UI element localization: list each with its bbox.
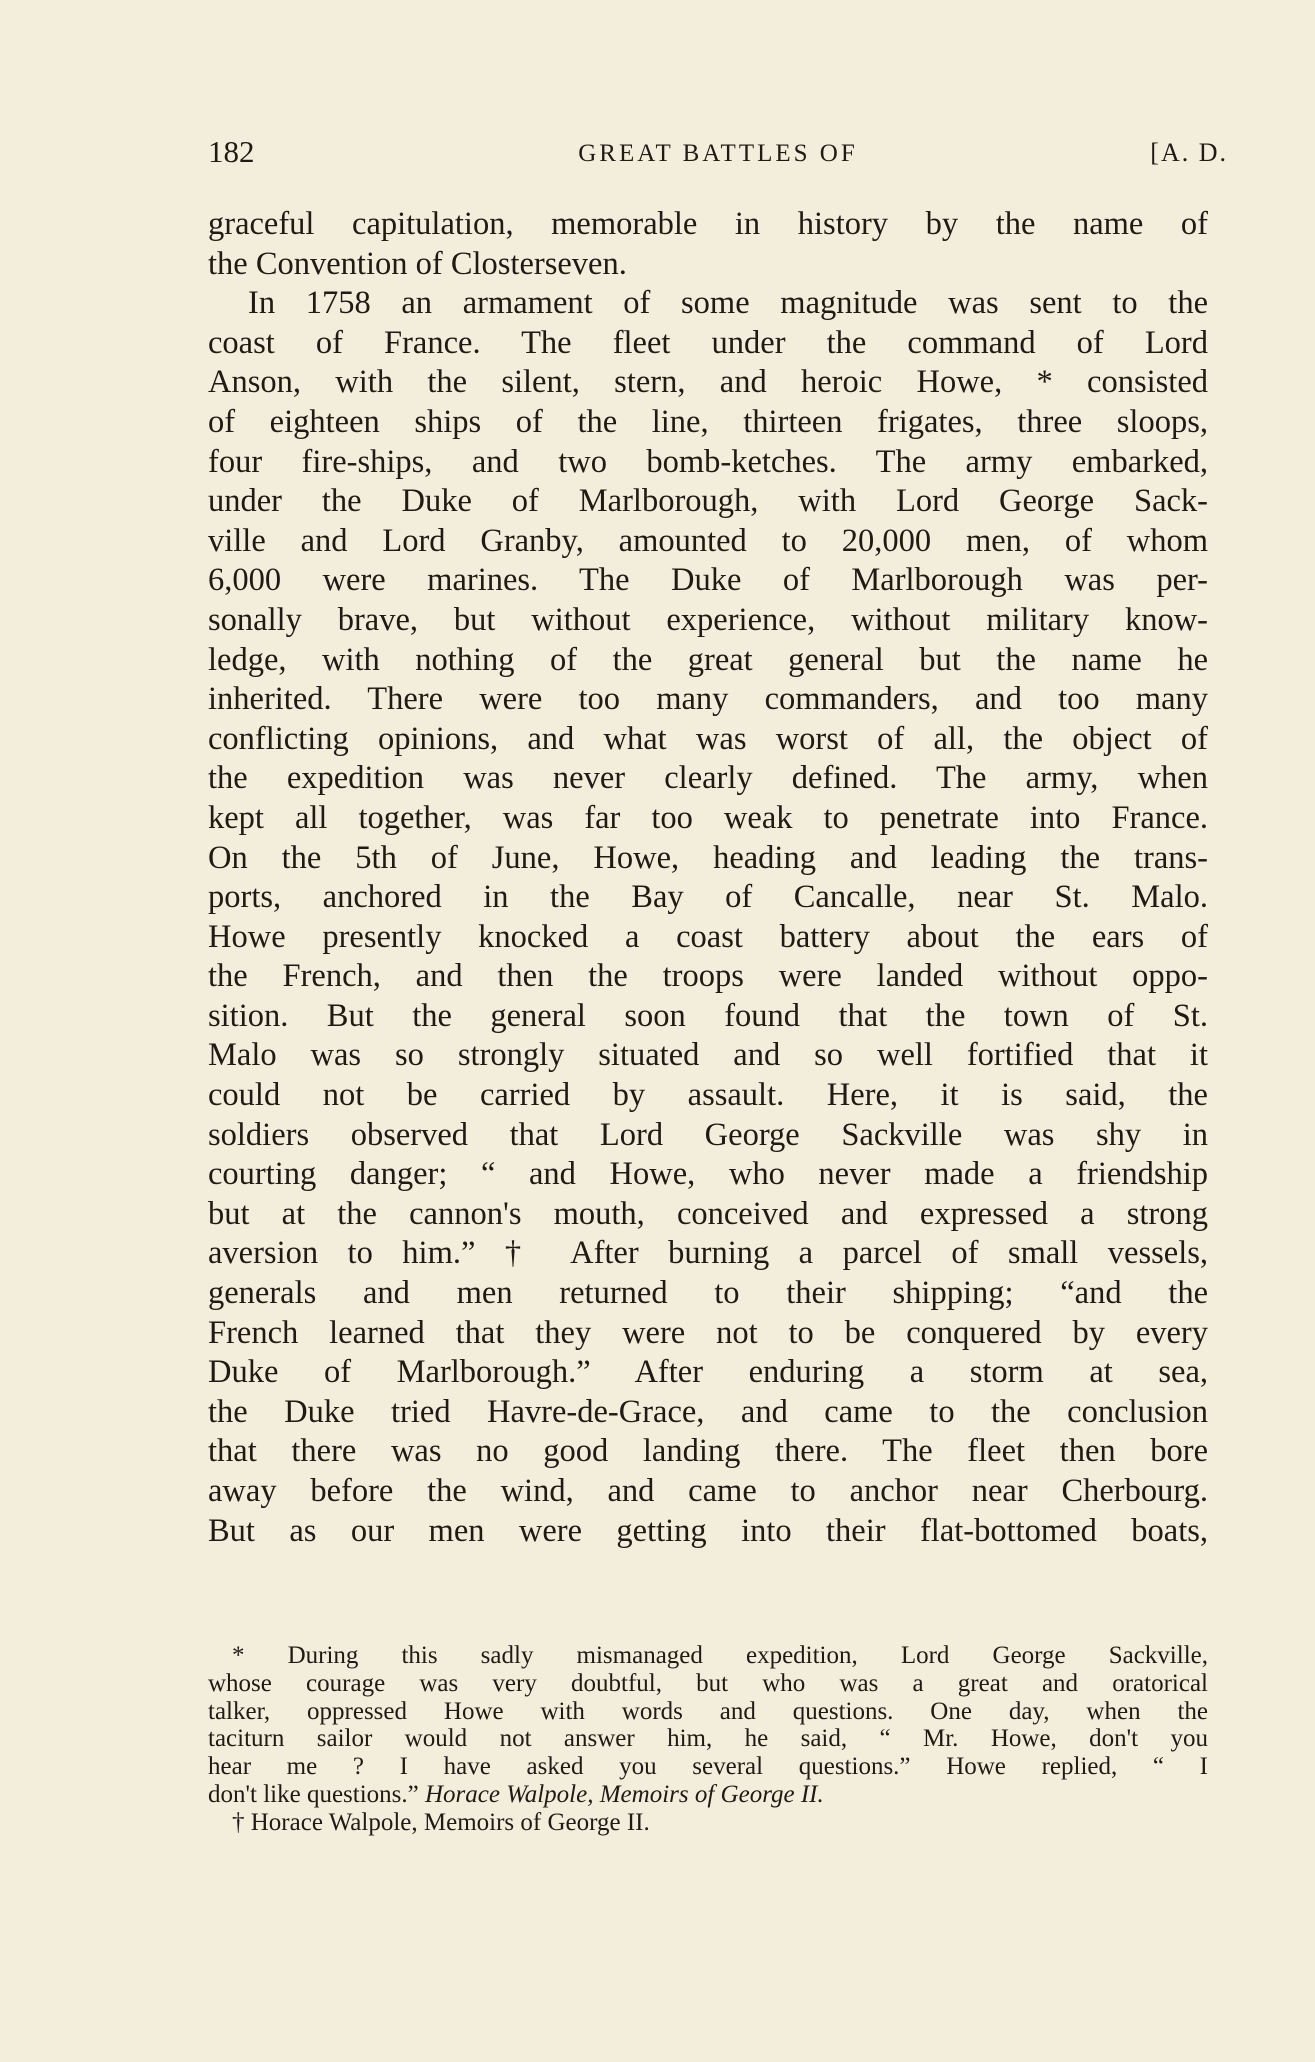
text-line: kept all together, was far too weak to penetrate into France.	[208, 799, 1208, 836]
text-line: But as our men were getting into their flat-bottomed boats,	[208, 1512, 1208, 1549]
text-line: Howe presently knocked a coast battery about the ears of	[208, 918, 1208, 955]
text-line: that there was no good landing there. The fleet then bore	[208, 1433, 1208, 1470]
text-line: coast of France. The fleet under the command of Lord	[208, 324, 1208, 361]
running-title: GREAT BATTLES OF	[578, 140, 858, 167]
text-line: On the 5th of June, Howe, heading and leading the trans-	[208, 839, 1208, 876]
text-line: ville and Lord Granby, amounted to 20,000 men, of whom	[208, 522, 1208, 559]
text-line: could not be carried by assault. Here, it is said, the	[208, 1077, 1208, 1114]
text-line: four fire-ships, and two bomb-ketches. The army embarked,	[208, 443, 1208, 480]
text-line: under the Duke of Marlborough, with Lord George Sack-	[208, 483, 1208, 520]
text-line: Duke of Marlborough.” After enduring a storm at sea,	[208, 1354, 1208, 1391]
text-line: soldiers observed that Lord George Sackville was shy in	[208, 1116, 1208, 1153]
footnote-line: * During this sadly mismanaged expedition, Lord George Sackville,	[232, 1642, 1208, 1669]
text-line: graceful capitulation, memorable in history by the name of	[208, 206, 1208, 242]
text-line: conflicting opinions, and what was worst of all, the object of	[208, 720, 1208, 757]
text-line: sonally brave, but without experience, without military know-	[208, 601, 1208, 638]
footnote-text: don't like questions.”	[208, 1780, 425, 1808]
era-marker: [A. D.	[1150, 138, 1228, 167]
footnote-citation: Horace Walpole, Memoirs of George II.	[424, 1780, 824, 1808]
footnote-line	[208, 1781, 1208, 1809]
main-text	[208, 205, 1208, 1551]
footnote-line: † Horace Walpole, Memoirs of George II.	[232, 1808, 650, 1836]
page-header	[208, 134, 1228, 174]
text-line: courting danger; “ and Howe, who never made a friendship	[208, 1156, 1208, 1193]
footnote-line: taciturn sailor would not answer him, he said, “ Mr. Howe, don't you	[208, 1725, 1208, 1753]
text-line: of eighteen ships of the line, thirteen frigates, three sloops,	[208, 403, 1208, 440]
footnote-line: talker, oppressed Howe with words and questions. One day, when the	[208, 1697, 1208, 1725]
text-line: ledge, with nothing of the great general but the name he	[208, 641, 1208, 678]
text-line: Malo was so strongly situated and so well fortified that it	[208, 1037, 1208, 1074]
text-line: ports, anchored in the Bay of Cancalle, near St. Malo.	[208, 879, 1208, 916]
text-line: In 1758 an armament of some magnitude was sent to the	[248, 285, 1208, 322]
text-line: the French, and then the troops were landed without oppo-	[208, 958, 1208, 995]
text-line: but at the cannon's mouth, conceived and expressed a strong	[208, 1195, 1208, 1232]
text-line: generals and men returned to their shipping; “and the	[208, 1275, 1208, 1312]
text-line: inherited. There were too many commanders, and too many	[208, 681, 1208, 718]
text-line: the Duke tried Havre-de-Grace, and came to the conclusion	[208, 1393, 1208, 1430]
page-number: 182	[208, 134, 255, 169]
text-line: 6,000 were marines. The Duke of Marlborough was per-	[208, 562, 1208, 599]
text-line: French learned that they were not to be conquered by every	[208, 1314, 1208, 1351]
text-line: away before the wind, and came to anchor near Cherbourg.	[208, 1473, 1208, 1509]
text-line: the Convention of Closterseven.	[208, 245, 627, 282]
text-line: sition. But the general soon found that the town of St.	[208, 997, 1208, 1034]
footnotes	[208, 1642, 1208, 1837]
footnote-line: whose courage was very doubtful, but who was a great and oratorical	[208, 1669, 1208, 1697]
footnote-line: hear me ? I have asked you several questions.” Howe replied, “ I	[208, 1753, 1208, 1781]
text-line: Anson, with the silent, stern, and heroic Howe, * consisted	[208, 364, 1208, 401]
text-line: aversion to him.” † After burning a parcel of small vessels,	[208, 1235, 1208, 1272]
text-line: the expedition was never clearly defined. The army, when	[208, 760, 1208, 797]
